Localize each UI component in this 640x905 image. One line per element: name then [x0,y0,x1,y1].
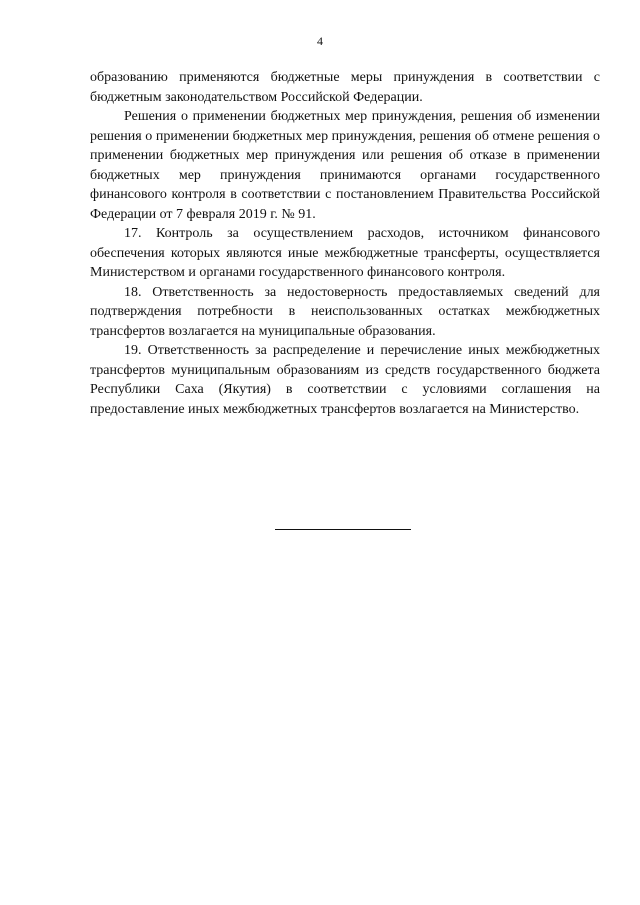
paragraph-item-17: 17. Контроль за осуществлением расходов, источником финансового обеспечения которых являются иные межбюджетные трансферты, осуществляется Министерством и органами государственного финансового контроля. [90,226,600,280]
page-number: 4 [317,34,323,48]
end-of-document-rule [275,529,411,530]
paragraph-item-19: 19. Ответственность за распределение и перечисление иных межбюджетных трансфертов муниципальным образованиям из средств государственного бюджета Республики Саха (Якутия) в соответствии с условиями соглашения на предоставление иных межбюджетных трансфертов возлагается на Министерство. [90,343,600,417]
paragraph-item-18: 18. Ответственность за недостоверность предоставляемых сведений для подтверждения потребности в неиспользованных остатках межбюджетных трансфертов возлагается на муниципальные образования. [90,284,600,339]
document-body [90,68,600,419]
paragraph-continuation: образованию применяются бюджетные меры принуждения в соответствии с бюджетным законодательством Российской Федерации. [90,70,600,105]
paragraph-coercion-decisions: Решения о применении бюджетных мер принуждения, решения об изменении решения о применении бюджетных мер принуждения, решения об отмене решения о применении бюджетных мер принуждения или решения об отказе в применении бюджетных мер принуждения принимаются органами государственного финансового контроля в соответствии с постановлением Правительства Российской Федерации от 7 февраля 2019 г. № 91. [90,109,600,222]
